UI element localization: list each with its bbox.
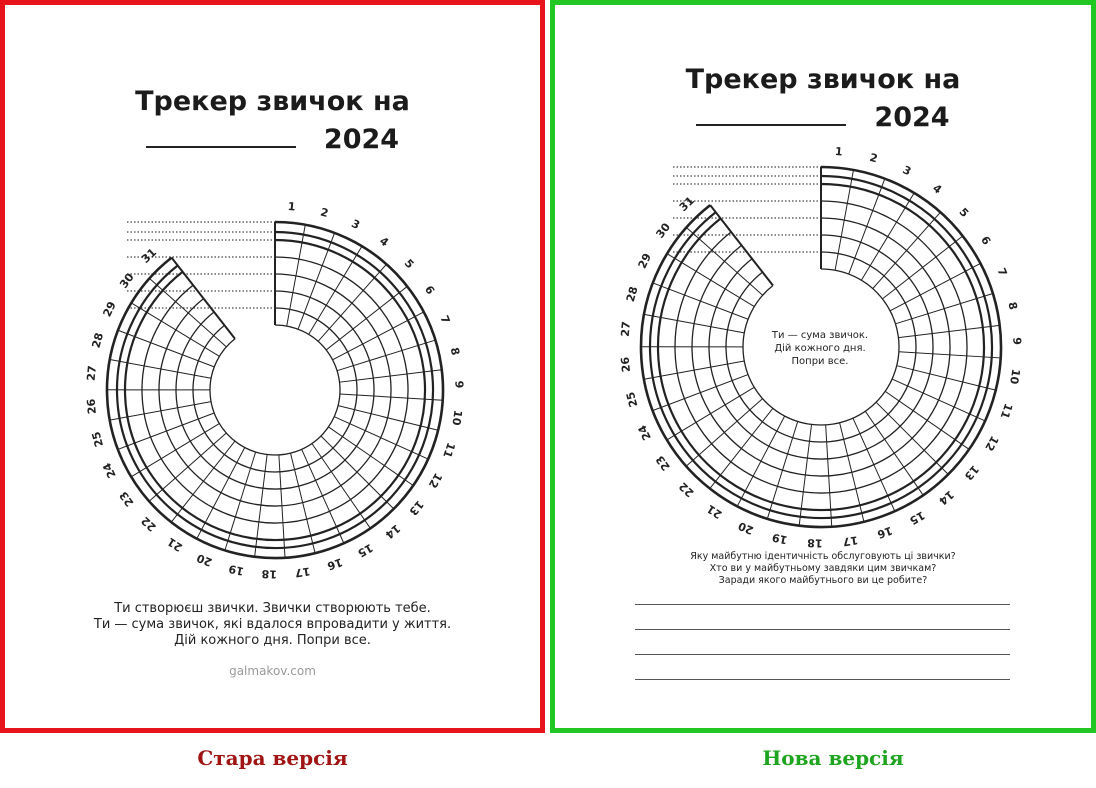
day-label: 17	[841, 533, 859, 549]
day-label: 10	[449, 409, 465, 427]
day-label: 15	[907, 508, 928, 528]
day-label: 13	[406, 497, 427, 518]
day-label: 26	[618, 356, 633, 373]
day-label: 21	[165, 534, 185, 555]
day-label: 7	[994, 266, 1010, 279]
day-label: 18	[261, 567, 278, 581]
day-label: 7	[437, 313, 453, 326]
day-label: 11	[440, 440, 458, 460]
day-label: 19	[770, 530, 789, 547]
day-label: 29	[635, 251, 655, 271]
day-label: 23	[653, 452, 673, 474]
day-label: 4	[930, 181, 945, 197]
day-label: 23	[116, 488, 137, 509]
old-quote-line: Ти — сума звичок, які вдалося впровадити у життя.	[93, 617, 452, 632]
day-label: 5	[401, 256, 417, 272]
day-label: 2	[318, 205, 330, 221]
old-title-year: 2024	[323, 124, 400, 155]
day-divider-line	[710, 205, 773, 285]
question-line: Яку майбутню ідентичність обслуговують ці звички?	[690, 551, 956, 562]
day-label: 11	[997, 401, 1015, 421]
day-label: 29	[100, 299, 119, 319]
old-version-caption: Стара версія	[197, 746, 348, 770]
day-label: 25	[89, 430, 107, 449]
day-label: 18	[807, 536, 823, 550]
day-label: 28	[623, 285, 641, 304]
day-label: 20	[736, 519, 756, 537]
day-label: 14	[936, 487, 957, 508]
old-quote	[5, 601, 540, 649]
day-label: 20	[194, 550, 215, 569]
day-label: 3	[349, 217, 362, 233]
day-label: 24	[100, 460, 119, 481]
question-line: Хто ви у майбутньому завдяки цим звичкам?	[709, 563, 937, 574]
new-title-year: 2024	[874, 102, 950, 133]
answer-line	[635, 679, 1010, 680]
day-label: 27	[84, 364, 99, 382]
habit-ring-arc	[210, 325, 340, 455]
day-label: 30	[117, 270, 137, 291]
day-label: 16	[325, 555, 345, 573]
question-line: Заради якого майбутнього ви це робите?	[718, 575, 928, 586]
old-version-panel	[0, 0, 545, 733]
old-quote-line: Дій кожного дня. Попри все.	[174, 633, 371, 648]
answer-line	[635, 654, 1010, 655]
day-label: 26	[84, 398, 99, 415]
day-label: 1	[287, 199, 297, 214]
day-label: 15	[355, 540, 376, 560]
day-label: 8	[447, 346, 463, 357]
day-label: 25	[623, 390, 641, 409]
day-label: 5	[956, 205, 972, 220]
day-label: 30	[653, 220, 674, 241]
day-label: 6	[422, 283, 438, 297]
day-label: 24	[635, 422, 654, 443]
day-label: 14	[382, 521, 403, 542]
day-label: 3	[900, 163, 914, 179]
answer-line	[635, 629, 1010, 630]
new-questions	[555, 551, 1091, 587]
new-version-caption: Нова версія	[762, 746, 904, 770]
day-label: 10	[1007, 368, 1023, 386]
day-label: 9	[1010, 337, 1024, 346]
day-label: 27	[618, 320, 633, 338]
new-version-panel	[550, 0, 1096, 733]
day-label: 21	[704, 501, 725, 522]
day-label: 13	[961, 462, 982, 483]
day-label: 6	[978, 233, 994, 248]
day-label: 12	[425, 470, 445, 491]
day-label: 31	[676, 194, 697, 215]
day-label: 19	[227, 561, 246, 578]
answer-line	[635, 604, 1010, 605]
day-label: 2	[868, 150, 880, 166]
day-label: 22	[138, 513, 159, 534]
day-label: 12	[982, 433, 1002, 454]
center-text-line: Попри все.	[791, 356, 849, 367]
old-site-link[interactable]: galmakov.com	[229, 664, 316, 678]
old-title-line1: Трекер звичок на	[135, 86, 410, 117]
day-label: 4	[377, 234, 392, 250]
old-quote-line: Ти створюєш звички. Звички створюють тебе.	[114, 601, 431, 616]
day-label: 31	[139, 245, 160, 266]
center-text-line: Дій кожного дня.	[774, 343, 866, 354]
day-label: 16	[875, 523, 895, 541]
day-label: 22	[676, 479, 697, 500]
day-label: 28	[89, 331, 107, 350]
day-label: 9	[452, 380, 466, 389]
new-title-line1: Трекер звичок на	[685, 64, 961, 95]
day-label: 8	[1005, 300, 1020, 312]
new-center-text	[745, 329, 895, 368]
day-label: 1	[834, 144, 844, 159]
center-text-line: Ти — сума звичок.	[771, 330, 869, 341]
day-label: 17	[294, 564, 312, 580]
